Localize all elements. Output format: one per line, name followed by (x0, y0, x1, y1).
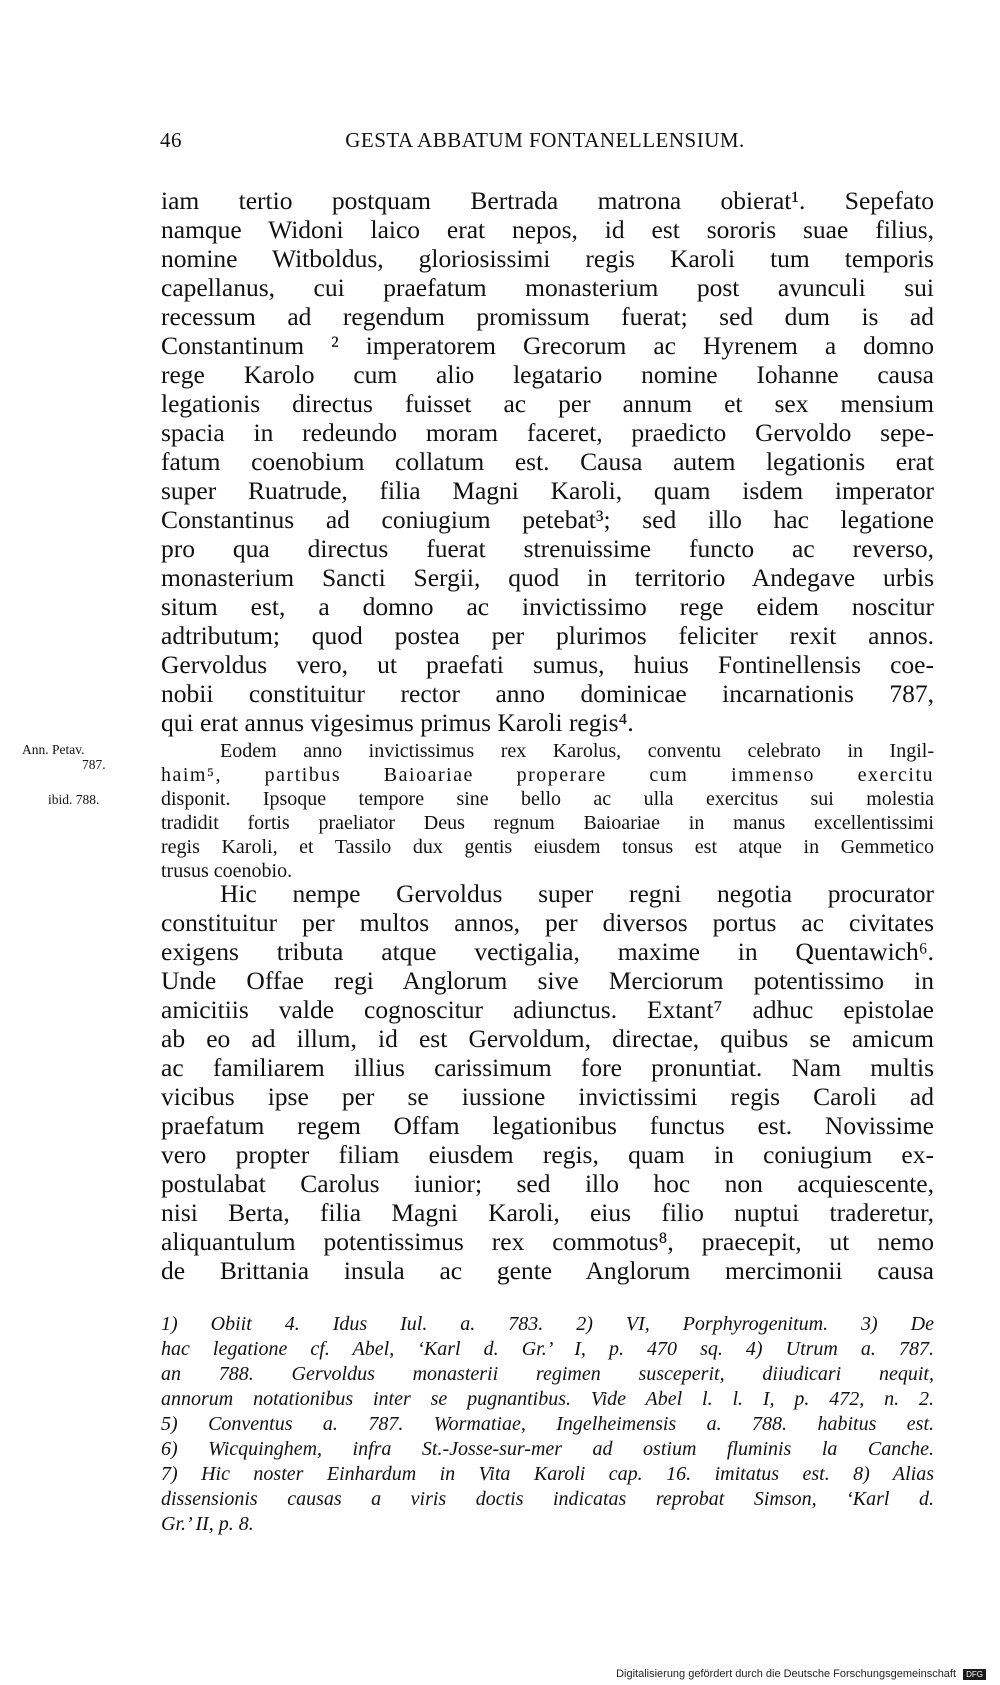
text-line: Constantinus ad coniugium petebat³; sed illo hac legatione (161, 505, 934, 534)
text-line: postulabat Carolus iunior; sed illo hoc non acquiescente, (161, 1169, 934, 1198)
margin-note-ibid: ibid. 788. (48, 792, 100, 807)
margin-note-ann-petav: Ann. Petav. (22, 742, 85, 757)
quoted-line: Eodem anno invictissimus rex Karolus, conventu celebrato in Ingil- (220, 740, 934, 762)
text-line: rege Karolo cum alio legatario nomine Iohanne causa (161, 360, 934, 389)
text-line: pro qua directus fuerat strenuissime functo ac reverso, (161, 534, 934, 563)
text-line: Hic nempe Gervoldus super regni negotia procurator (220, 879, 934, 908)
text-line: exigens tributa atque vectigalia, maxime in Quentawich⁶. (161, 937, 934, 966)
footnote-line: 7) Hic noster Einhardum in Vita Karoli cap. 16. imitatus est. 8) Alias (161, 1463, 934, 1485)
text-line: spacia in redeundo moram faceret, praedicto Gervoldo sepe- (161, 418, 934, 447)
footnote-line: 1) Obiit 4. Idus Iul. a. 783. 2) VI, Porphyrogenitum. 3) De (161, 1313, 934, 1335)
footnote-line: dissensionis causas a viris doctis indicatas reprobat Simson, ‘Karl d. (161, 1488, 934, 1510)
page-number: 46 (160, 128, 182, 152)
text-line: amicitiis valde cognoscitur adiunctus. Extant⁷ adhuc epistolae (161, 995, 934, 1024)
text-line: qui erat annus vigesimus primus Karoli regis⁴. (161, 708, 634, 737)
digitization-notice (616, 1668, 986, 1680)
text-line: capellanus, cui praefatum monasterium post avunculi sui (161, 273, 934, 302)
quoted-line: disponit. Ipsoque tempore sine bello ac ulla exercitus sui molestia (161, 788, 934, 810)
text-line: adtributum; quod postea per plurimos feliciter rexit annos. (161, 621, 934, 650)
page-title: GESTA ABBATUM FONTANELLENSIUM. (345, 128, 745, 152)
text-line: namque Widoni laico erat nepos, id est sororis suae filius, (161, 215, 934, 244)
text-line: aliquantulum potentissimus rex commotus⁸, praecepit, ut nemo (161, 1227, 934, 1256)
text-line: Gervoldus vero, ut praefati sumus, huius Fontinellensis coe- (161, 650, 934, 679)
text-line: de Brittania insula ac gente Anglorum mercimonii causa (161, 1256, 934, 1285)
text-line: constituitur per multos annos, per diversos portus ac civitates (161, 908, 934, 937)
margin-note-year: 787. (82, 757, 106, 772)
text-line: monasterium Sancti Sergii, quod in territorio Andegave urbis (161, 563, 934, 592)
text-line: nisi Berta, filia Magni Karoli, eius filio nuptui traderetur, (161, 1198, 934, 1227)
text-line: vero propter filiam eiusdem regis, quam in coniugium ex- (161, 1140, 934, 1169)
footnote-line: 6) Wicquinghem, infra St.-Josse-sur-mer ad ostium fluminis la Canche. (161, 1438, 934, 1460)
footnote-line: 5) Conventus a. 787. Wormatiae, Ingelheimensis a. 788. habitus est. (161, 1413, 934, 1435)
quoted-line: regis Karoli, et Tassilo dux gentis eiusdem tonsus est atque in Gemmetico (161, 836, 934, 858)
footnote-line: Gr.’ II, p. 8. (161, 1513, 254, 1535)
text-line: nomine Witboldus, gloriosissimi regis Karoli tum temporis (161, 244, 934, 273)
text-line: praefatum regem Offam legationibus functus est. Novissime (161, 1111, 934, 1140)
text-line: vicibus ipse per se iussione invictissimi regis Caroli ad (161, 1082, 934, 1111)
text-line: legationis directus fuisset ac per annum et sex mensium (161, 389, 934, 418)
text-line: recessum ad regendum promissum fuerat; sed dum is ad (161, 302, 934, 331)
text-line: situm est, a domno ac invictissimo rege eidem noscitur (161, 592, 934, 621)
quoted-line: trusus coenobio. (161, 860, 293, 882)
text-line: ac familiarem illius carissimum fore pronuntiat. Nam multis (161, 1053, 934, 1082)
text-line: nobii constituitur rector anno dominicae incarnationis 787, (161, 679, 934, 708)
text-line: iam tertio postquam Bertrada matrona obierat¹. Sepefato (161, 186, 934, 215)
text-line: Constantinum ² imperatorem Grecorum ac Hyrenem a domno (161, 331, 934, 360)
quoted-line: haim⁵, partibus Baioariae properare cum immenso exercitu (161, 764, 934, 786)
text-line: ab eo ad illum, id est Gervoldum, directae, quibus se amicum (161, 1024, 934, 1053)
dfg-logo-icon: DFG (963, 1669, 986, 1680)
text-line: fatum coenobium collatum est. Causa autem legationis erat (161, 447, 934, 476)
quoted-line: tradidit fortis praeliator Deus regnum Baioariae in manus excellentissimi (161, 812, 934, 834)
text-line: Unde Offae regi Anglorum sive Merciorum potentissimo in (161, 966, 934, 995)
footnote-line: an 788. Gervoldus monasterii regimen susceperit, diiudicari nequit, (161, 1363, 934, 1385)
digitization-notice-text: Digitalisierung gefördert durch die Deutsche Forschungsgemeinschaft (616, 1668, 957, 1680)
text-line: super Ruatrude, filia Magni Karoli, quam isdem imperator (161, 476, 934, 505)
footnote-line: hac legatione cf. Abel, ‘Karl d. Gr.’ I, p. 470 sq. 4) Utrum a. 787. (161, 1338, 934, 1360)
footnote-line: annorum notationibus inter se pugnantibus. Vide Abel l. l. I, p. 472, n. 2. (161, 1388, 934, 1410)
